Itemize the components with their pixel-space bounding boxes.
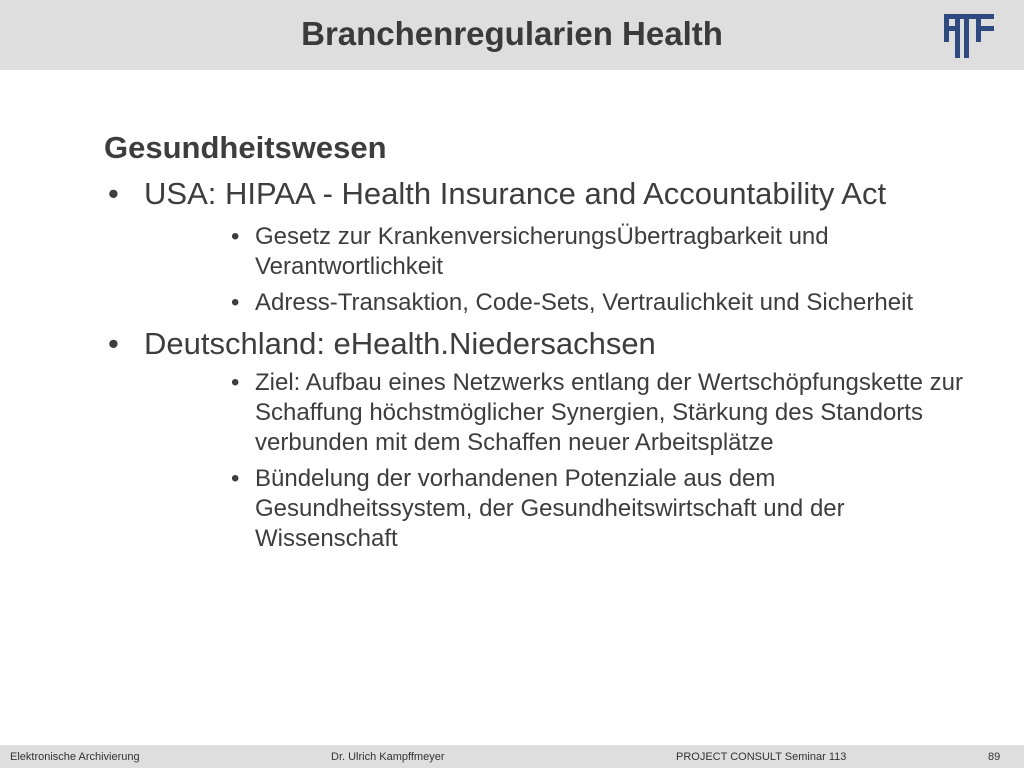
bullet-marker: • bbox=[231, 223, 240, 250]
bullet-marker: • bbox=[231, 289, 240, 316]
project-consult-logo-icon bbox=[944, 14, 994, 58]
subbullet-ehealth-buendelung bbox=[231, 464, 965, 554]
bullet-text: Deutschland: eHealth.Niedersachsen bbox=[144, 326, 656, 361]
subbullet-text: Gesetz zur KrankenversicherungsÜbertragbarkeit und Verantwortlichkeit bbox=[255, 223, 829, 280]
footer-bar bbox=[0, 745, 1024, 768]
slide-content bbox=[104, 128, 964, 554]
bullet-marker: • bbox=[108, 326, 119, 361]
subbullet-ehealth-ziel bbox=[231, 368, 965, 458]
bullet-usa bbox=[104, 176, 964, 212]
slide-title: Branchenregularien Health bbox=[301, 15, 723, 52]
header-bar bbox=[0, 0, 1024, 70]
footer-page-number: 89 bbox=[988, 751, 1001, 763]
footer-seminar: PROJECT CONSULT Seminar 113 bbox=[676, 751, 847, 763]
bullet-marker: • bbox=[231, 465, 240, 492]
bullet-marker: • bbox=[231, 369, 240, 396]
footer-course: Elektronische Archivierung bbox=[10, 751, 140, 763]
bullet-text: USA: HIPAA - Health Insurance and Accountability Act bbox=[144, 176, 887, 211]
footer-author: Dr. Ulrich Kampffmeyer bbox=[331, 751, 445, 763]
subbullet-hipaa-transactions bbox=[231, 288, 965, 318]
bullet-marker: • bbox=[108, 176, 119, 211]
subbullet-text: Ziel: Aufbau eines Netzwerks entlang der Wertschöpfungskette zur Schaffung höchstmöglicher Synergien, Stärkung des Standorts verbunden mit dem Schaffen neuer Arbeitsplätze bbox=[255, 369, 963, 456]
subbullet-hipaa-law bbox=[231, 222, 965, 282]
bullet-deutschland bbox=[104, 326, 964, 362]
subbullet-text: Adress-Transaktion, Code-Sets, Vertraulichkeit und Sicherheit bbox=[255, 289, 914, 316]
section-heading: Gesundheitswesen bbox=[104, 130, 387, 165]
subbullet-text: Bündelung der vorhandenen Potenziale aus dem Gesundheitssystem, der Gesundheitswirtschaft und der Wissenschaft bbox=[255, 465, 845, 552]
